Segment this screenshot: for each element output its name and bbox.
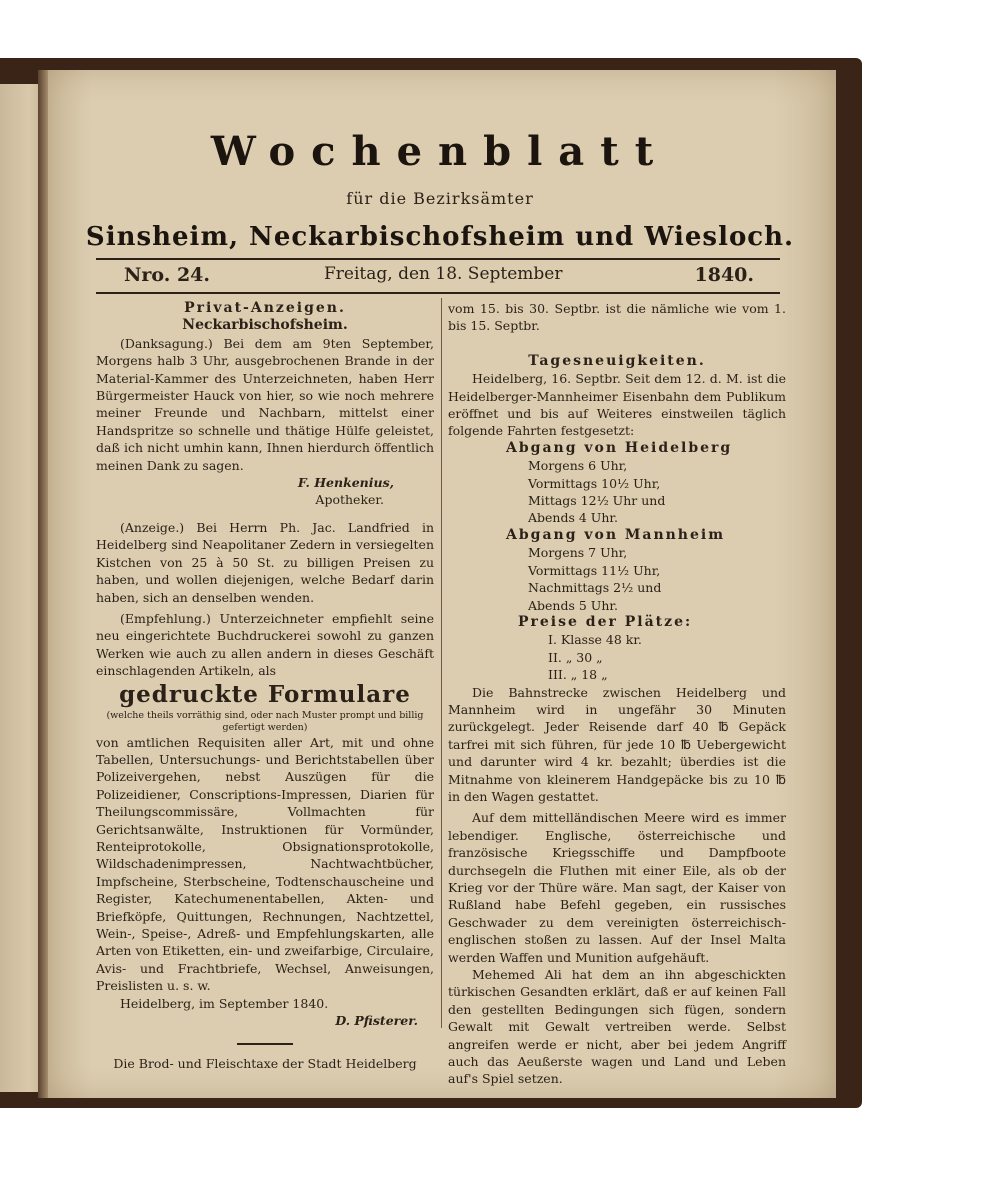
price-class-3: III. „ 18 „ bbox=[548, 667, 608, 683]
price-class-1: I. Klasse 48 kr. bbox=[548, 632, 642, 648]
short-rule bbox=[237, 1043, 293, 1045]
dateline bbox=[96, 264, 780, 290]
departure-mannheim-2: Vormittags 11½ Uhr, bbox=[528, 562, 661, 578]
section-heading: Privat-Anzeigen. bbox=[184, 300, 346, 316]
bottom-rule bbox=[96, 292, 780, 294]
departure-mannheim-heading: Abgang von Mannheim bbox=[506, 526, 726, 543]
prices-heading: Preise der Plätze: bbox=[518, 613, 693, 630]
ad-empfehlung: (Empfehlung.) Unterzeichneter empfiehlt seine neu eingerichtete Buchdruckerei sowohl zu ganzen Werken wie auch zu allen andern in dieses Geschäft einschlagenden Artikeln, als bbox=[96, 610, 434, 679]
ad-anzeige: (Anzeige.) Bei Herrn Ph. Jac. Landfried in Heidelberg sind Neapolitaner Zedern in versiegelten Kistchen von 25 à 50 St. zu billigen Preisen zu haben, und wollen diejenigen, welche Bedarf darin haben, sich an denselben wenden. bbox=[96, 519, 434, 605]
ad-danksagung-title: Apotheker. bbox=[315, 492, 384, 508]
tax-continuation: vom 15. bis 30. Septbr. ist die nämliche wie vom 1. bis 15. Septbr. bbox=[448, 301, 786, 334]
issue-date: Freitag, den 18. September bbox=[324, 264, 563, 284]
place-heading: Neckarbischofsheim. bbox=[182, 317, 348, 334]
ad-empfehlung-signature: D. Pfisterer. bbox=[335, 1013, 418, 1029]
ad-empfehlung-body: von amtlichen Requisiten aller Art, mit und ohne Tabellen, Untersuchungs- und Berichtstabellen über Polizeivergehen, nebst Auszügen für die Polizeidiener, Conscriptions-Impressen, Diarien für Theilungscommissäre, Vollmachten für Gerichtsanwälte, Instruktionen für Vormünder, Renteiprotokolle, Obsignationsprotokolle, Wildschadenimpressen, Nachtwachtbücher, Impfscheine, Sterbscheine, Todtenschauscheine und Register, Katechumenentabellen, Akten- und Briefköpfe, Quittungen, Rechnungen, Nachtzettel, Wein-, Speise-, Adreß- und Empfehlungskarten, alle Arten von Etiketten, ein- und zweifarbige, Circulaire, Avis- und Frachtbriefe, Wechsel, Anweisungen, Preislisten u. s. w. bbox=[96, 734, 434, 994]
ad-empfehlung-place: Heidelberg, im September 1840. bbox=[120, 995, 329, 1011]
departure-heidelberg-3: Mittags 12½ Uhr und bbox=[528, 493, 666, 509]
news-mehemed-ali: Mehemed Ali hat dem an ihn abgeschickten türkischen Gesandten erklärt, daß er auf keinen Fall den gestellten Bedingungen sich fügen, sondern Gewalt mit Gewalt vertreiben werde. Selbst angreifen werde er nicht, aber bei jedem Angriff auch das Aeußerste wagen und Land und Leben auf's Spiel setzen. bbox=[448, 967, 786, 1087]
departure-mannheim-3: Nachmittags 2½ und bbox=[528, 580, 662, 596]
departure-heidelberg-heading: Abgang von Heidelberg bbox=[506, 439, 733, 456]
news-mediterranean: Auf dem mittelländischen Meere wird es immer lebendiger. Englische, österreichische und französische Kriegsschiffe und Dampfboote durchsegeln die Fluthen mit einer Eile, als ob der Krieg vor der Thüre wäre. Man sagt, der Kaiser von Rußland habe Befehl gegeben, ein russisches Geschwader zu dem vereinigten österreichisch-englischen stoßen zu lassen. Auf der Insel Malta werden Waffen und Munition aufgehäuft. bbox=[448, 810, 786, 965]
column-separator bbox=[441, 298, 442, 1028]
left-column bbox=[96, 300, 434, 1073]
departure-mannheim-1: Morgens 7 Uhr, bbox=[528, 545, 628, 561]
departure-heidelberg-2: Vormittags 10½ Uhr, bbox=[528, 475, 661, 491]
departure-heidelberg-4: Abends 4 Uhr. bbox=[528, 510, 618, 526]
newspaper-title: Wochenblatt bbox=[210, 128, 670, 175]
departure-mannheim-4: Abends 5 Uhr. bbox=[528, 597, 618, 613]
price-class-2: II. „ 30 „ bbox=[548, 649, 603, 665]
top-rule bbox=[96, 258, 780, 260]
news-railway-details: Die Bahnstrecke zwischen Heidelberg und Mannheim wird in ungefähr 30 Minuten zurückgelegt. Jeder Reisende darf 40 ℔ Gepäck tarfrei mit sich führen, für jede 10 ℔ Uebergewicht und darunter wird 4 kr. bezahlt; überdies ist die Mitnahme von kleinerem Handgepäcke bis zu 10 ℔ in den Wagen gestattet. bbox=[448, 684, 786, 804]
news-railway: Heidelberg, 16. Septbr. Seit dem 12. d. M. ist die Heidelberger-Mannheimer Eisenbahn dem Publikum eröffnet und bis auf Weiteres einstweilen täglich folgende Fahrten festgesetzt: bbox=[448, 371, 786, 439]
book-gutter bbox=[38, 70, 48, 1098]
ad-empfehlung-note: (welche theils vorräthig sind, oder nach Muster prompt und billig gefertigt werden) bbox=[106, 709, 424, 733]
issue-year: 1840. bbox=[694, 264, 754, 286]
news-heading: Tagesneuigkeiten. bbox=[528, 352, 706, 369]
ad-danksagung-signature: F. Henkenius, bbox=[297, 475, 394, 491]
ad-empfehlung-headline: gedruckte Formulare bbox=[119, 680, 411, 708]
issue-number: Nro. 24. bbox=[124, 264, 211, 286]
ad-danksagung: (Danksagung.) Bei dem am 9ten September, Morgens halb 3 Uhr, ausgebrochenen Brande in der Material-Kammer des Unterzeichneten, haben Herr Bürgermeister Hauck von hier, so wie noch mehrere meiner Freunde und Nachbarn, mittelst einer Handspritze so schnelle und thätige Hülfe geleistet, daß ich nicht umhin kann, Ihnen hierdurch öffentlich meinen Dank zu sagen. bbox=[96, 335, 434, 473]
newspaper-districts: Sinsheim, Neckarbischofsheim und Wiesloch. bbox=[85, 222, 795, 252]
right-column bbox=[448, 300, 786, 1088]
departure-heidelberg-1: Morgens 6 Uhr, bbox=[528, 458, 628, 474]
newspaper-subtitle: für die Bezirksämter bbox=[346, 189, 534, 208]
tax-heading: Die Brod- und Fleischtaxe der Stadt Heidelberg bbox=[113, 1056, 417, 1072]
